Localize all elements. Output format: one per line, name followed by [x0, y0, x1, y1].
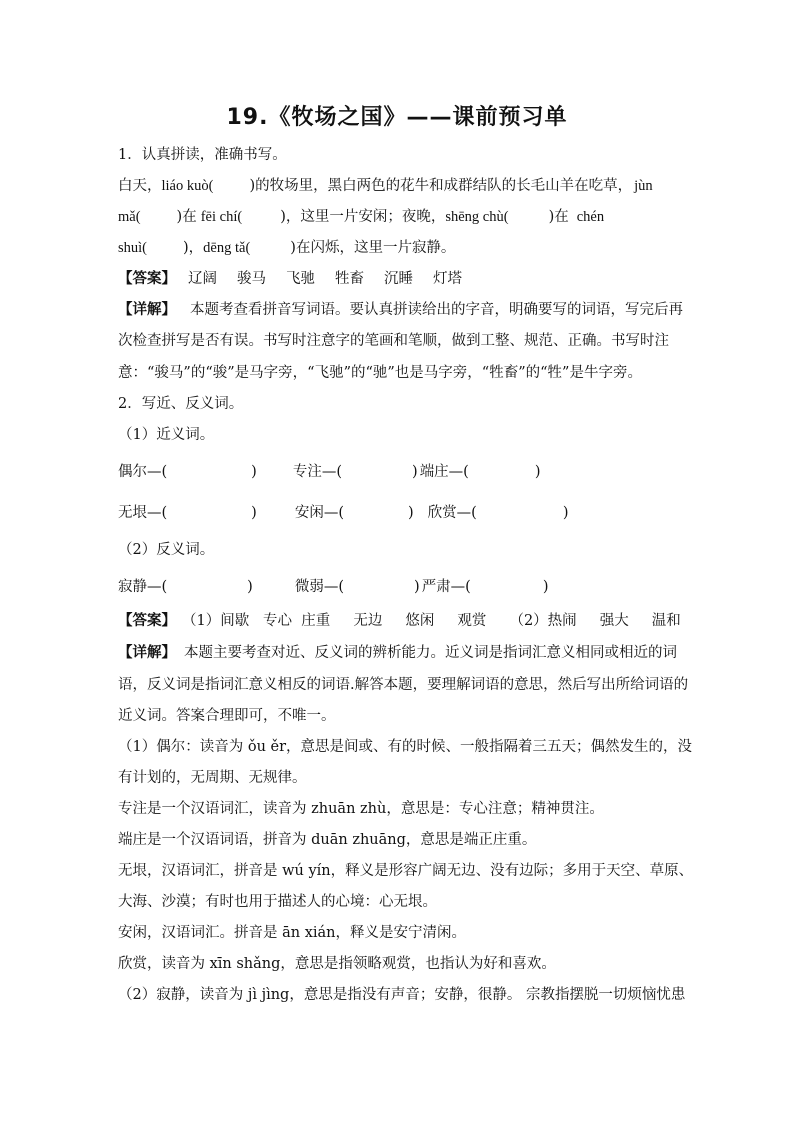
q2-detail-line — [118, 643, 677, 663]
q2-detail-line: 无垠，汉语词汇，拼音是 wú yín，释义是形容广阔无边、没有边际；多用于天空、草原、 — [118, 863, 694, 879]
pinyin-dengta: dēng tǎ( — [203, 240, 251, 256]
pinyin-shui: shuì( — [118, 240, 147, 256]
answer-text: （1）间歇 专心 庄重 无边 悠闲 观赏 （2）热闹 强大 温和 — [182, 613, 681, 629]
q2-detail-line: 大海、沙漠；有时也用于描述人的心境：心无垠。 — [118, 894, 437, 910]
q2-detail-line: 端庄是一个汉语词语，拼音为 duān zhuāng，意思是端正庄重。 — [118, 832, 537, 848]
q1-sentence-line-2 — [118, 207, 604, 227]
q1-heading: 1．认真拼读，准确书写。 — [118, 147, 287, 163]
paren-close: ) — [412, 464, 418, 480]
answer-word: 灯塔 — [433, 271, 462, 287]
detail-label: 【详解】 — [118, 301, 176, 318]
page-title: 19.《牧场之国》——课前预习单 — [226, 105, 568, 130]
synonym-item: 安闲—( — [294, 505, 345, 521]
answer-label: 【答案】 — [118, 270, 176, 287]
q1-text: )在闪烁，这里一片寂静。 — [290, 240, 456, 256]
synonym-row-1 — [118, 462, 541, 482]
antonym-item: 寂静—( — [118, 579, 168, 595]
q2-detail-line: 专注是一个汉语词汇，读音为 zhuān zhù，意思是：专心注意；精神贯注。 — [118, 801, 604, 817]
q1-detail-line: 次检查拼写是否有误。书写时注意字的笔画和笔顺，做到工整、规范、正确。书写时注 — [118, 333, 669, 349]
q1-text: 白天， — [118, 178, 162, 194]
q1-text: )，这里一片安闲；夜晚， — [280, 209, 446, 225]
answer-word: 牲畜 — [335, 271, 364, 287]
paren-close: ) — [562, 505, 569, 521]
q2-answer — [118, 611, 681, 631]
q2-detail-line: （2）寂静，读音为 jì jìng，意思是指没有声音；安静，很静。 宗教指摆脱一切烦恼忧患 — [118, 987, 686, 1003]
pinyin-liaokuo: liáo kuò( — [161, 178, 214, 194]
q1-sentence-line-1 — [118, 176, 653, 196]
pinyin-ma: mǎ( — [118, 209, 141, 225]
q1-text: )在 — [548, 209, 569, 225]
antonym-item: 严肃—( — [421, 579, 471, 595]
q2-detail-line: 语，反义词是指词汇意义相反的词语.解答本题，要理解词语的意思，然后写出所给词语的 — [118, 677, 689, 693]
answer-word: 沉睡 — [384, 271, 413, 287]
q2-detail-line: 近义词。答案合理即可，不唯一。 — [118, 708, 336, 724]
answer-word: 飞驰 — [286, 271, 315, 287]
q2-detail-line: 欣赏，读音为 xīn shǎng，意思是指领略观赏，也指认为好和喜欢。 — [118, 956, 556, 972]
q1-text: )在 — [176, 209, 197, 225]
q1-detail-line: 意：“骏马”的“骏”是马字旁，“飞驰”的“驰”也是马字旁，“牲畜”的“牲”是牛字旁。 — [118, 365, 642, 381]
pinyin-chen: chén — [576, 209, 605, 225]
paren-close: ) — [534, 464, 541, 480]
q2-sub-synonyms: （1）近义词。 — [118, 427, 215, 443]
synonym-item: 专注—( — [292, 464, 343, 480]
pinyin-shengchu: shēng chù( — [445, 209, 509, 225]
q1-text: )， — [183, 240, 204, 256]
answer-word: 骏马 — [237, 271, 266, 287]
pinyin-jun: jùn — [634, 178, 653, 194]
detail-text: 本题主要考查对近、反义词的辨析能力。近义词是指词汇意义相同或相近的词 — [184, 645, 677, 661]
q2-detail-line: 安闲，汉语词汇。拼音是 ān xián，释义是安宁清闲。 — [118, 925, 466, 941]
q2-heading: 2．写近、反义词。 — [118, 396, 244, 412]
q1-detail-line — [118, 300, 683, 320]
synonym-item: 端庄—( — [419, 464, 469, 480]
paren-close: ) — [251, 505, 257, 521]
paren-close: ) — [251, 464, 257, 480]
synonym-item: 无垠—( — [118, 505, 168, 521]
answer-label: 【答案】 — [118, 612, 176, 629]
synonym-item: 偶尔—( — [118, 464, 168, 480]
antonym-row — [118, 577, 549, 597]
q2-sub-antonyms: （2）反义词。 — [118, 542, 215, 558]
pinyin-feichi: fēi chí( — [200, 209, 243, 225]
antonym-item: 微弱—( — [294, 579, 345, 595]
q1-sentence-line-3 — [118, 238, 455, 258]
q2-detail-line: 有计划的，无周期、无规律。 — [118, 770, 307, 786]
q1-answer — [118, 269, 462, 289]
synonym-item: 欣赏—( — [427, 505, 477, 521]
paren-close: ) — [408, 505, 414, 521]
detail-label: 【详解】 — [118, 644, 176, 661]
paren-close: ) — [247, 579, 253, 595]
q1-text: )的牧场里，黑白两色的花牛和成群结队的长毛山羊在吃草， — [249, 178, 633, 194]
paren-close: ) — [414, 579, 420, 595]
answer-word: 辽阔 — [188, 271, 217, 287]
detail-text: 本题考查看拼音写词语。要认真拼读给出的字音，明确要写的词语，写完后再 — [190, 302, 683, 318]
q2-detail-line: （1）偶尔：读音为 ǒu ěr，意思是间或、有的时候、一般指隔着三五天；偶然发生的，没 — [118, 739, 693, 755]
synonym-row-2 — [118, 503, 569, 523]
paren-close: ) — [542, 579, 549, 595]
